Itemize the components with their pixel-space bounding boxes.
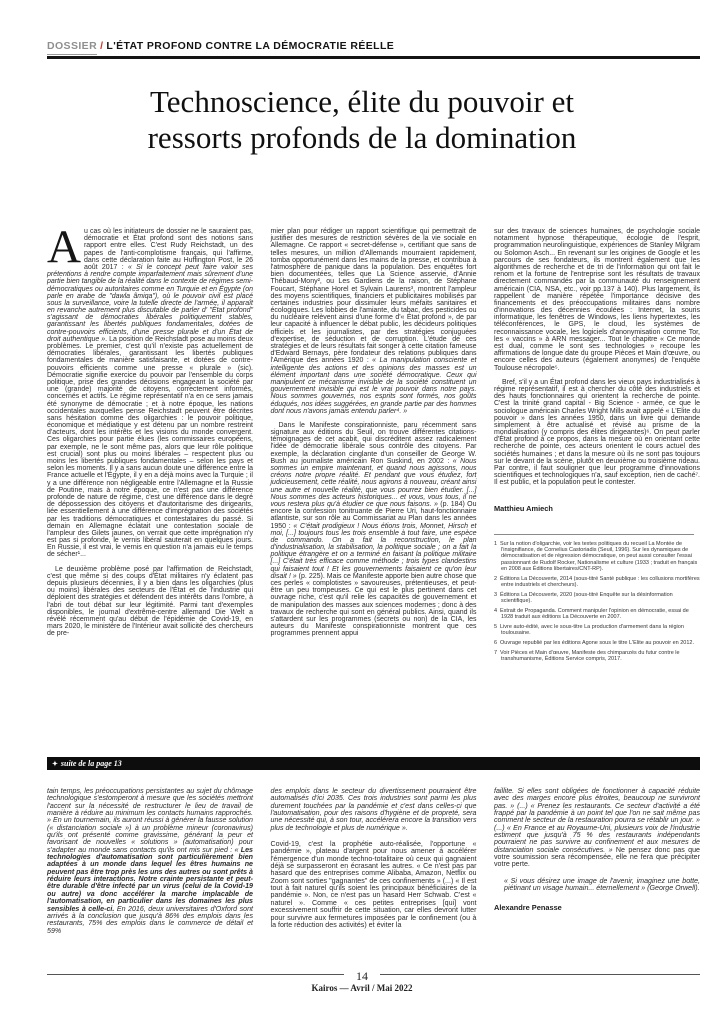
section-kicker: [47, 40, 700, 52]
footnote-text: Extrait de Propaganda. Comment manipuler l'opinion en démocratie, essai de 1928 traduit aux éditions La Découverte en 2007.: [500, 607, 689, 621]
drop-cap: A: [47, 221, 81, 273]
footnote: [494, 576, 700, 589]
footnote-number: 2: [494, 575, 498, 582]
footnote-text: Voir Pièces et Main d'œuvre, Manifeste des chimpanzés du futur contre le transhumanisme, Éditions Service compris, 2017.: [500, 649, 680, 663]
footnote-number: 3: [494, 591, 498, 598]
header-rule: [47, 56, 700, 59]
article-column-1: [47, 221, 253, 756]
article-paragraph: mier plan pour rédiger un rapport scientifique qui permettrait de justifier des mesures de restriction sévères de la vie sociale en Allemagne. Ce rapport « secret-défense », certifiant que sans de telles mesures, un million d'Allemands mourraient rapidement, tomba opportunément dans les mains de la presse, et contribua à l'atmosphère de panique dans la population. Des enquêtes fort bien documentées, telles que La Science asservie, d'Annie Thébaud-Mony², ou Les Gardiens de la raison, de Stéphane Foucart, Stéphane Horel et Sylvain Laurens³, montrent l'ampleur des moyens scientifiques, financiers et publicitaires mobilisés par certaines industries pour dissimuler leurs méfaits sanitaires et écologiques. Les lobbies de l'amiante, du tabac, des pesticides ou du nucléaire relèvent ainsi d'une forme d'« État profond », de par leur capacité à influencer le débat public, les décideurs politiques officiels et les journalistes, par des stratégies conjuguées d'expertise, de séduction et de corruption. L'étude de ces stratégies et de leurs résultats fait songer à cette citation fameuse d'Edward Bernays, père fondateur des relations publiques dans l'Amérique des années 1920 : « La manipulation consciente et intelligente des actions et des opinions des masses est un élément important dans une société démocratique. Ceux qui manipulent ce mécanisme invisible de la société constituent un gouvernement invisible qui est le vrai pouvoir dans notre pays. Nous sommes gouvernés, nos esprits sont formés, nos goûts éduqués, nos idées suggérées, en grande partie par des hommes dont nous n'avons jamais entendu parler⁴. »: [270, 228, 477, 415]
article-body: [47, 221, 700, 756]
footnotes-divider: [494, 534, 694, 535]
footnote-text: Livre auto-édité, avec le sous-titre La production d'armement dans la région toulousaine.: [500, 624, 684, 637]
article-paragraph: Dans le Manifeste conspirationniste, paru récemment sans signature aux éditions du Seuil, on trouve différentes citations-témoignages de cet acabit, qui discréditent assez radicalement l'idée de démocratie libérale sous contrôle des citoyens. Par exemple, la déclaration cinglante d'un conseiller de George W. Bush au journaliste américain Ron Suskind, en 2002 : « Nous sommes un empire maintenant, et quand nous agissons, nous créons notre propre réalité. Et pendant que vous étudiez, fort judicieusement, cette réalité, nous agirons à nouveau, créant ainsi une autre et nouvelle réalité, que vous pourrez bien étudier. [...] Nous sommes des acteurs historiques... et vous, vous tous, il ne vous restera plus qu'à étudier ce que nous faisons. » (p. 184) Ou encore la confession tonitruante de Pierre Uri, haut-fonctionnaire atlantiste, sur son rôle au Commissariat au Plan dans les années 1950 : « C'était prodigieux ! Nous étions trois, Monnet, Hirsch et moi, [...] toujours tous les trois ensemble à tout faire, une espèce de commando. On a fait la reconstruction, le plan d'industrialisation, la stabilisation, la politique sociale ; on a fait la politique étrangère et on a terminé en faisant la politique militaire [...] C'était très efficace comme méthode ; trois types clandestins qui faisaient tout ! Et les gouvernements faisaient ce qu'on leur disait ! » (p. 225). Mais ce Manifeste apporte bien autre chose que ces perles « complotistes » savoureuses, prétentieuses, et peut-être un peu trompeuses. Ce qui est le plus pertinent dans cet ouvrage riche, c'est qu'il relie les capacités de gouvernement et de manipulation des masses aux sciences modernes ; donc à des travaux de recherche qui sont en général publics. Ainsi, quand ils s'attardent sur les programmes (secrets ou non) de la CIA, les auteurs du Manifeste conspirationniste montrent que ces programmes prennent appui: [270, 421, 477, 638]
page-number: 14: [0, 967, 724, 985]
continued-paragraph: des emplois dans le secteur du divertissement pourraient être automatisés d'ici 2035. Ces trois industries sont parmi les plus durement touchées par la pandémie et c'est dans celles-ci que l'automatisation, pour des raisons d'hygiène et de propreté, sera une nécessité qui, à son tour, accélérera encore la transition vers plus de technologie et plus de numérique ».: [270, 787, 477, 832]
footnote-text: Sur la notion d'oligarchie, voir les textes politiques du recueil La Montée de l'insignifiance, de Cornelius Castoriadis (Seuil, 1996). Sur les dynamiques de démocratisation et de régression démocratique, on peut aussi consulter l'essai passionnant de Rudolf Rocker, Nationalisme et culture (1933 ; traduit en français en 2008 aux Éditions libertaires/CNT-RP).: [500, 540, 698, 572]
article-paragraph: Au cas où les initiateurs de dossier ne le sauraient pas, démocratie et État profond sont des notions sans rapport entre elles. C'est Rudy Reichstadt, un des papes de l'anti-complotisme français, qui l'affirme, dans cette déclaration faite au Huffington Post, le 26 août 2017 : « Si le concept peut faire valoir ses prétentions à rendre compte imparfaitement mais sûrement d'une partie bien tangible de la réalité dans le contexte de régimes semi-démocratiques ou autoritaires comme en Turquie et en Égypte (on parle en arabe de "dawla âmiqa"), où le pouvoir civil est placé sous la surveillance, voire la tutelle directe de l'armée, il apparaît en revanche autrement plus discutable de parler d' "État profond" s'agissant de démocraties libérales politiquement stables, garantissant les libertés publiques fondamentales, dotées de contre-pouvoirs efficients, d'une presse plurale et d'un État de droit authentique ». La position de Reichstadt pose au moins deux problèmes. Le premier, c'est qu'il n'existe pas actuellement de démocraties libérales, garantissant les libertés publiques fondamentales de manière satisfaisante, et dotées de contre-pouvoirs efficients comme une presse « plurale » (sic). Démocratie signifie exercice du pouvoir par l'ensemble du corps politique, prise des grandes décisions engageant la société par une (grande) majorité de citoyens, correctement informés, concernés et actifs. Le régime représentatif n'a en ce sens jamais été synonyme de démocratie ; et à notre époque, les nations occidentales auxquelles pense Reichstadt peuvent être décrites sans hésitation comme des oligarchies : le pouvoir politique, économique et médiatique y est détenu par un nombre restreint d'acteurs, dont les intérêts et les visions du monde convergent. Ces oligarchies pour partie élues (les commissaires européens, par exemple, ne le sont même pas, alors que leur rôle politique est crucial) sont plus ou moins libérales – respectent plus ou moins les libertés publiques fondamentales – selon les pays et selon les moments. Il y a sans aucun doute une différence entre la France actuelle et l'Égypte, il y en a déjà moins avec la Turquie ; il y a une différence non négligeable entre l'Allemagne et la Russie de Poutine, mais à notre époque, ce n'est pas une différence profonde de nature de régime, c'est une différence dans le degré de dépossession des citoyens et d'autoritarisme des dirigeants, liée essentiellement à une différence d'imprégnation des sociétés par les traditions démocratiques et contestataires du passé. Si demain en Allemagne éclatait une contestation sociale de l'ampleur des Gilets jaunes, on verrait que cette imprégnation n'y est pas si profonde, le vernis libéral sauterait en quelques jours. En Russie, il est vrai, le vernis en question n'a jamais eu le temps de sécher¹...: [47, 221, 253, 559]
footnote: [494, 608, 700, 621]
footnote: [494, 640, 700, 646]
footnote-number: 5: [494, 624, 498, 631]
author-signature: Matthieu Amiech: [494, 503, 553, 513]
continued-paragraph: tain temps, les préoccupations persistantes au sujet du chômage technologique s'estomperont à mesure que les sociétés mettront l'accent sur la nécessité de restructurer le lieu de travail de manière à réduire au minimum les contacts humains rapprochés. » En un tournemain, ils auront réussi à générer la fausse solution (« distanciation sociale ») à un problème mineur (coronavirus) qu'ils ont présenté comme gravissime, générant la peur et favorisant de nouvelles « solutions » (automatisation) pour s'adapter au monde sans contacts qu'ils ont mis sur pied : « Les technologies d'automatisation sont particulièrement bien adaptées à un monde dans lequel les êtres humains ne peuvent pas être trop près les uns des autres ou sont prêts à réduire leurs interactions. Notre crainte persistante et peut-être durable d'être infecté par un virus (celui de la Covid-19 ou autre) va donc accélérer la marche implacable de l'automatisation, en particulier dans les domaines les plus sensibles à celle-ci. En 2016, deux universitaires d'Oxford sont arrivés à la conclusion que jusqu'à 86% des emplois dans les restaurants, 75% des emplois dans le commerce de détail et 59%: [47, 787, 253, 935]
kicker-separator: /: [100, 40, 104, 52]
footnote-number: 7: [494, 649, 498, 656]
kicker-label: DOSSIER: [47, 40, 97, 55]
continuation-bar: [47, 757, 700, 770]
article-paragraph: Bref, s'il y a un État profond dans les vieux pays industrialisés à régime représentatif, il est à chercher du côté des industriels et des hauts fonctionnaires qui orientent la recherche de pointe. C'est la trinité grand capital - Big Science - armée, ce que le sociologue américain Charles Wright Mills avait appelé « L'Elite du pouvoir » dans les années 1950, dans un livre qui demande simplement à être actualisé et révisé au prisme de la mondialisation (y compris des élites dirigeantes)⁶. On peut parler d'État profond à ce propos, dans la mesure où en orientant cette recherche de pointe, ces acteurs orientent le cours actuel des sociétés humaines ; et dans la mesure où ils ne sont pas toujours sur le devant de la scène, plutôt en deuxième ou troisième rideau. Par contre, il faut souligner que leur programme d'innovations scientifiques et technologiques n'a, sauf exception, rien de caché⁷. Il est public, et la population peut le contester.: [494, 378, 700, 487]
continued-article: [47, 788, 700, 966]
continued-column-2: [271, 788, 477, 966]
article-title-line1: Technoscience, élite du pouvoir et: [150, 84, 574, 119]
article-title: [0, 84, 724, 156]
footnote-number: 1: [494, 540, 498, 547]
article-column-2: [271, 228, 477, 756]
article-paragraph: Le deuxième problème posé par l'affirmation de Reichstadt, c'est que même si des coups d'État militaires n'y éclatent pas depuis plusieurs décennies, il y a bien dans les oligarchies (plus ou moins) libérales des secteurs de l'État et de l'industrie qui déploient des stratégies et défendent des intérêts dans l'ombre, à l'abri de tout débat sur leur légitimité. Parmi tant d'exemples disponibles, le journal d'extrême-centre allemand Die Welt a révélé récemment qu'au début de l'épidémie de Covid-19, en mars 2020, le ministère de l'Intérieur avait sollicité des chercheurs de pre-: [47, 565, 253, 638]
footnote: [494, 624, 700, 637]
continued-paragraph: Covid-19, c'est la prophétie auto-réalisée, l'opportune « pandémie », plateau d'argent pour nous amener à accélérer l'émergence d'un monde techno-totalitaire où ceux qui gagnaient déjà se surpasseront en écrasant les autres. « Ce n'est pas par hasard que des entreprises comme Alibaba, Amazon, Netflix ou Zoom sont sorties "gagnantes" de ces confinements » (...) « Il est tout à fait naturel qu'ils soient les principaux bénéficiaires de la pandémie ». Non, ce n'est pas un hasard Herr Schwab. C'est « naturel ». Comme « ces petites entreprises [qui] vont excessivement souffrir de cette situation, car elles devront lutter pour survivre aux fermetures imposées par le confinement (ou à la forte réduction des activités) et éviter la: [270, 840, 477, 929]
article-title-line2: ressorts profonds de la domination: [147, 120, 577, 155]
footnote: [494, 541, 700, 572]
footnote-number: 6: [494, 640, 498, 647]
footnote-text: Éditions La Découverte, 2014 (sous-titré Santé publique : les collusions mortifères entre industriels et chercheurs).: [500, 575, 700, 589]
journal-issue-line: Kairos — Avril / Mai 2022: [311, 983, 413, 993]
footnote-text: Ouvrage republié par les éditions Agone sous le titre L'Elite au pouvoir en 2012.: [500, 640, 694, 647]
author-signature: Alexandre Penasse: [494, 903, 562, 913]
continued-column-1: [47, 788, 253, 966]
footnote-text: Éditions La Découverte, 2020 (sous-titré Enquête sur la désinformation scientifique).: [500, 591, 673, 605]
footnote-number: 4: [494, 607, 498, 614]
continuation-star-icon: ✦: [52, 760, 58, 768]
continued-column-3: [494, 788, 700, 966]
kicker-title: L'ÉTAT PROFOND CONTRE LA DÉMOCRATIE RÉELLE: [106, 40, 395, 52]
footnote: [494, 592, 700, 605]
continued-paragraph: faillite. Si elles sont obligées de fonctionner à capacité réduite avec des marges encore plus étroites, beaucoup ne survivront pas. » (...) « Prenez les restaurants. Ce secteur d'activité a été frappé par la pandémie à un point tel que l'on ne sait même pas comment le secteur de la restauration pourra se rétablir un jour. » (...) « En France et au Royaume-Uni, plusieurs voix de l'industrie estiment que jusqu'à 75 % des restaurants indépendants pourraient ne pas survivre au confinement et aux mesures de distanciation sociale consécutives. » Ne pensez donc pas que votre soumission sera récompensée, elle ne fera que précipiter votre perte.: [494, 787, 701, 869]
continuation-label: suite de la page 13: [60, 759, 122, 768]
orwell-quote: « Si vous désirez une image de l'avenir, imaginez une botte, piétinant un visage humain... éternellement » (George Orwell).: [504, 876, 700, 893]
footnote: [494, 650, 700, 663]
article-paragraph: sur des travaux de sciences humaines, de psychologie sociale notamment hypnose thérapeutique, écologie de l'esprit, programmation neurolinguistique, expériences de Stanley Milgram ou Solomon Asch... En revenant sur les origines de Google et les parcours de ses fondateurs, ils montrent également que les algorithmes de recherche et de tri de l'information qui ont fait le renom et la fortune de l'entreprise sont les résultats de travaux directement commandés par la communauté du renseignement américain (CIA, NSA, etc., voir pp.137 à 140). Plus largement, ils rappellent de manière répétée l'importance décisive des financements et des préoccupations militaires dans nombre d'innovations des décennies écoulées : Internet, la souris informatique, les fenêtres de Windows, les liens hypertextes, les téléconférences, le GPS, le cloud, les systèmes de reconnaissance vocale, les logiciels d'anonymisation comme Tor, les « vaccins » à ARN messager... Tout le chapitre « Ce monde est dual, comme le sont ses technologies » recoupe les affirmations de longue date du groupe Pièces et Main d'œuvre, ou encore celles des auteurs (également anonymes) de l'enquête Toulouse nécropole⁵.: [494, 228, 700, 372]
footnotes: [494, 541, 700, 663]
article-column-3: [494, 228, 700, 756]
